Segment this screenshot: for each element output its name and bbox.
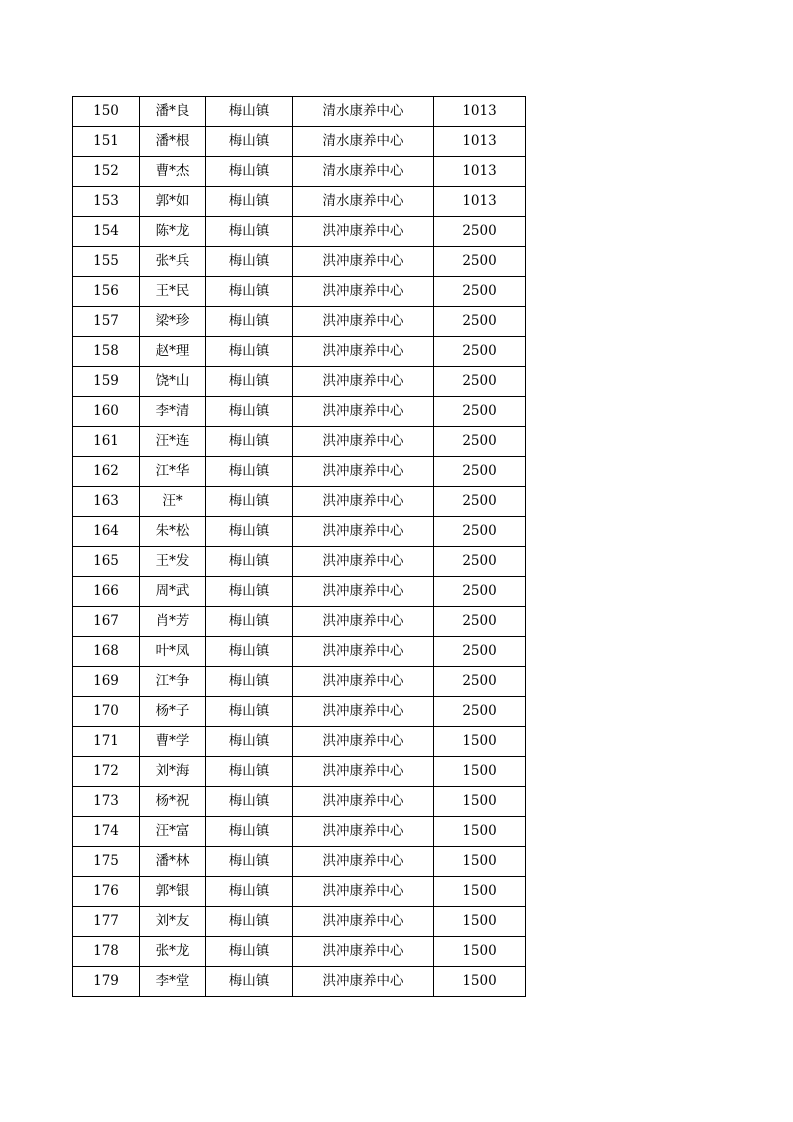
cell-name: 杨*祝 xyxy=(140,787,206,817)
cell-town: 梅山镇 xyxy=(206,217,293,247)
cell-serial-number: 156 xyxy=(73,277,140,307)
cell-care-center: 洪冲康养中心 xyxy=(293,637,434,667)
cell-serial-number: 158 xyxy=(73,337,140,367)
cell-name: 王*发 xyxy=(140,547,206,577)
cell-care-center: 清水康养中心 xyxy=(293,97,434,127)
cell-name: 李*堂 xyxy=(140,967,206,997)
cell-town: 梅山镇 xyxy=(206,547,293,577)
cell-town: 梅山镇 xyxy=(206,427,293,457)
cell-amount: 1500 xyxy=(434,727,526,757)
cell-amount: 2500 xyxy=(434,397,526,427)
cell-town: 梅山镇 xyxy=(206,637,293,667)
cell-name: 肖*芳 xyxy=(140,607,206,637)
cell-name: 曹*杰 xyxy=(140,157,206,187)
cell-care-center: 清水康养中心 xyxy=(293,127,434,157)
cell-town: 梅山镇 xyxy=(206,667,293,697)
cell-name: 郭*如 xyxy=(140,187,206,217)
cell-name: 江*争 xyxy=(140,667,206,697)
cell-town: 梅山镇 xyxy=(206,847,293,877)
cell-care-center: 洪冲康养中心 xyxy=(293,667,434,697)
table-row xyxy=(73,697,526,727)
cell-care-center: 洪冲康养中心 xyxy=(293,427,434,457)
cell-care-center: 洪冲康养中心 xyxy=(293,847,434,877)
cell-amount: 2500 xyxy=(434,637,526,667)
cell-amount: 2500 xyxy=(434,367,526,397)
cell-amount: 2500 xyxy=(434,607,526,637)
table-row xyxy=(73,577,526,607)
cell-care-center: 洪冲康养中心 xyxy=(293,547,434,577)
cell-serial-number: 151 xyxy=(73,127,140,157)
cell-town: 梅山镇 xyxy=(206,127,293,157)
cell-serial-number: 152 xyxy=(73,157,140,187)
cell-amount: 2500 xyxy=(434,277,526,307)
cell-amount: 1500 xyxy=(434,757,526,787)
cell-serial-number: 153 xyxy=(73,187,140,217)
cell-serial-number: 163 xyxy=(73,487,140,517)
cell-care-center: 洪冲康养中心 xyxy=(293,607,434,637)
cell-serial-number: 162 xyxy=(73,457,140,487)
cell-serial-number: 172 xyxy=(73,757,140,787)
cell-serial-number: 155 xyxy=(73,247,140,277)
cell-name: 江*华 xyxy=(140,457,206,487)
cell-amount: 1013 xyxy=(434,157,526,187)
cell-serial-number: 154 xyxy=(73,217,140,247)
table-row xyxy=(73,337,526,367)
cell-town: 梅山镇 xyxy=(206,247,293,277)
cell-care-center: 洪冲康养中心 xyxy=(293,697,434,727)
roster-table-body xyxy=(73,97,526,997)
table-row xyxy=(73,967,526,997)
cell-care-center: 洪冲康养中心 xyxy=(293,217,434,247)
table-row xyxy=(73,427,526,457)
table-row xyxy=(73,247,526,277)
table-row xyxy=(73,547,526,577)
cell-serial-number: 168 xyxy=(73,637,140,667)
cell-care-center: 洪冲康养中心 xyxy=(293,757,434,787)
cell-serial-number: 160 xyxy=(73,397,140,427)
cell-town: 梅山镇 xyxy=(206,337,293,367)
cell-town: 梅山镇 xyxy=(206,787,293,817)
cell-serial-number: 173 xyxy=(73,787,140,817)
cell-care-center: 洪冲康养中心 xyxy=(293,487,434,517)
cell-town: 梅山镇 xyxy=(206,187,293,217)
cell-serial-number: 176 xyxy=(73,877,140,907)
cell-town: 梅山镇 xyxy=(206,757,293,787)
cell-town: 梅山镇 xyxy=(206,607,293,637)
cell-serial-number: 171 xyxy=(73,727,140,757)
cell-name: 曹*学 xyxy=(140,727,206,757)
cell-amount: 1013 xyxy=(434,187,526,217)
table-row xyxy=(73,817,526,847)
cell-serial-number: 169 xyxy=(73,667,140,697)
cell-amount: 1013 xyxy=(434,97,526,127)
table-row xyxy=(73,367,526,397)
table-row xyxy=(73,727,526,757)
cell-serial-number: 167 xyxy=(73,607,140,637)
table-row xyxy=(73,187,526,217)
cell-amount: 1500 xyxy=(434,937,526,967)
cell-amount: 2500 xyxy=(434,667,526,697)
cell-care-center: 洪冲康养中心 xyxy=(293,277,434,307)
table-row xyxy=(73,757,526,787)
cell-name: 梁*珍 xyxy=(140,307,206,337)
roster-table xyxy=(72,96,526,997)
cell-town: 梅山镇 xyxy=(206,517,293,547)
cell-name: 汪*富 xyxy=(140,817,206,847)
table-row xyxy=(73,457,526,487)
cell-amount: 1500 xyxy=(434,817,526,847)
cell-care-center: 清水康养中心 xyxy=(293,187,434,217)
cell-serial-number: 179 xyxy=(73,967,140,997)
table-row xyxy=(73,157,526,187)
cell-town: 梅山镇 xyxy=(206,727,293,757)
table-row xyxy=(73,667,526,697)
cell-serial-number: 177 xyxy=(73,907,140,937)
cell-care-center: 清水康养中心 xyxy=(293,157,434,187)
cell-care-center: 洪冲康养中心 xyxy=(293,937,434,967)
cell-name: 陈*龙 xyxy=(140,217,206,247)
cell-care-center: 洪冲康养中心 xyxy=(293,817,434,847)
cell-name: 饶*山 xyxy=(140,367,206,397)
cell-care-center: 洪冲康养中心 xyxy=(293,457,434,487)
cell-name: 郭*银 xyxy=(140,877,206,907)
cell-amount: 1500 xyxy=(434,847,526,877)
cell-town: 梅山镇 xyxy=(206,307,293,337)
cell-care-center: 洪冲康养中心 xyxy=(293,577,434,607)
cell-town: 梅山镇 xyxy=(206,697,293,727)
cell-town: 梅山镇 xyxy=(206,367,293,397)
cell-amount: 1500 xyxy=(434,877,526,907)
cell-serial-number: 161 xyxy=(73,427,140,457)
cell-name: 叶*凤 xyxy=(140,637,206,667)
cell-name: 潘*根 xyxy=(140,127,206,157)
cell-care-center: 洪冲康养中心 xyxy=(293,397,434,427)
cell-care-center: 洪冲康养中心 xyxy=(293,877,434,907)
cell-amount: 2500 xyxy=(434,427,526,457)
cell-town: 梅山镇 xyxy=(206,967,293,997)
cell-name: 汪*连 xyxy=(140,427,206,457)
table-row xyxy=(73,787,526,817)
cell-name: 张*龙 xyxy=(140,937,206,967)
cell-serial-number: 157 xyxy=(73,307,140,337)
cell-amount: 1500 xyxy=(434,967,526,997)
cell-serial-number: 178 xyxy=(73,937,140,967)
cell-care-center: 洪冲康养中心 xyxy=(293,967,434,997)
table-row xyxy=(73,847,526,877)
cell-name: 潘*林 xyxy=(140,847,206,877)
cell-town: 梅山镇 xyxy=(206,397,293,427)
cell-amount: 2500 xyxy=(434,517,526,547)
table-row xyxy=(73,277,526,307)
cell-amount: 1500 xyxy=(434,907,526,937)
cell-care-center: 洪冲康养中心 xyxy=(293,247,434,277)
cell-amount: 2500 xyxy=(434,577,526,607)
cell-name: 潘*良 xyxy=(140,97,206,127)
cell-serial-number: 170 xyxy=(73,697,140,727)
cell-town: 梅山镇 xyxy=(206,817,293,847)
cell-amount: 2500 xyxy=(434,697,526,727)
table-row xyxy=(73,877,526,907)
cell-name: 刘*友 xyxy=(140,907,206,937)
cell-name: 汪* xyxy=(140,487,206,517)
table-row xyxy=(73,937,526,967)
cell-amount: 1500 xyxy=(434,787,526,817)
table-row xyxy=(73,97,526,127)
cell-town: 梅山镇 xyxy=(206,907,293,937)
cell-care-center: 洪冲康养中心 xyxy=(293,367,434,397)
cell-town: 梅山镇 xyxy=(206,97,293,127)
table-row xyxy=(73,217,526,247)
cell-name: 杨*子 xyxy=(140,697,206,727)
table-row xyxy=(73,397,526,427)
cell-town: 梅山镇 xyxy=(206,157,293,187)
cell-amount: 1013 xyxy=(434,127,526,157)
table-row xyxy=(73,307,526,337)
cell-serial-number: 165 xyxy=(73,547,140,577)
cell-amount: 2500 xyxy=(434,547,526,577)
cell-town: 梅山镇 xyxy=(206,877,293,907)
cell-serial-number: 174 xyxy=(73,817,140,847)
cell-care-center: 洪冲康养中心 xyxy=(293,787,434,817)
cell-amount: 2500 xyxy=(434,457,526,487)
cell-serial-number: 166 xyxy=(73,577,140,607)
cell-serial-number: 175 xyxy=(73,847,140,877)
cell-name: 朱*松 xyxy=(140,517,206,547)
cell-amount: 2500 xyxy=(434,487,526,517)
cell-town: 梅山镇 xyxy=(206,457,293,487)
cell-care-center: 洪冲康养中心 xyxy=(293,517,434,547)
table-row xyxy=(73,517,526,547)
cell-town: 梅山镇 xyxy=(206,937,293,967)
cell-town: 梅山镇 xyxy=(206,487,293,517)
cell-name: 王*民 xyxy=(140,277,206,307)
cell-serial-number: 164 xyxy=(73,517,140,547)
cell-amount: 2500 xyxy=(434,337,526,367)
cell-name: 周*武 xyxy=(140,577,206,607)
cell-name: 李*清 xyxy=(140,397,206,427)
table-row xyxy=(73,607,526,637)
cell-amount: 2500 xyxy=(434,307,526,337)
cell-serial-number: 150 xyxy=(73,97,140,127)
cell-town: 梅山镇 xyxy=(206,577,293,607)
table-row xyxy=(73,637,526,667)
table-row xyxy=(73,127,526,157)
cell-care-center: 洪冲康养中心 xyxy=(293,907,434,937)
cell-serial-number: 159 xyxy=(73,367,140,397)
table-row xyxy=(73,907,526,937)
cell-care-center: 洪冲康养中心 xyxy=(293,727,434,757)
cell-name: 刘*海 xyxy=(140,757,206,787)
cell-amount: 2500 xyxy=(434,247,526,277)
cell-name: 张*兵 xyxy=(140,247,206,277)
table-row xyxy=(73,487,526,517)
cell-care-center: 洪冲康养中心 xyxy=(293,307,434,337)
cell-town: 梅山镇 xyxy=(206,277,293,307)
cell-amount: 2500 xyxy=(434,217,526,247)
cell-name: 赵*理 xyxy=(140,337,206,367)
cell-care-center: 洪冲康养中心 xyxy=(293,337,434,367)
